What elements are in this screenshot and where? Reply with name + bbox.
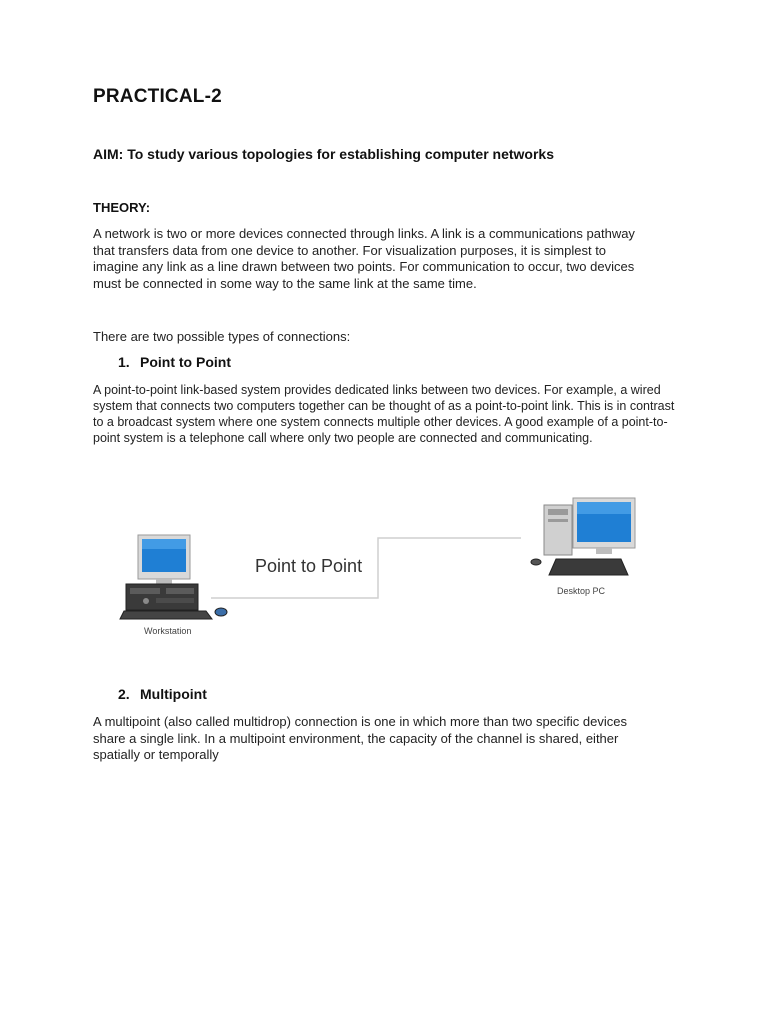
connections-intro: There are two possible types of connections: xyxy=(93,329,351,344)
desktop-pc-caption: Desktop PC xyxy=(557,586,606,596)
point-to-point-paragraph: A point-to-point link-based system provides dedicated links between two devices. For example, a wired system that connects two computers together can be thought of as a point-to-point link. This is in contrast to a broadcast system where one system connects multiple other devices. A good example of a point-to-point system is a telephone call where only two people are connected and communicating. xyxy=(93,383,675,445)
aim-statement: AIM: To study various topologies for establishing computer networks xyxy=(93,146,555,162)
figure-label: Point to Point xyxy=(255,556,363,576)
point-to-point-figure xyxy=(116,495,646,645)
workstation-icon xyxy=(120,535,227,619)
theory-paragraph: A network is two or more devices connected through links. A link is a communications pathway that transfers data from one device to another. For visualization purposes, it is simplest to imagine any link as a line drawn between two points. For communication to occur, two devices must be connected in some way to the same link at the same time. xyxy=(93,226,635,291)
section-title: Multipoint xyxy=(140,686,207,702)
section-heading-point-to-point xyxy=(118,354,231,370)
section-number: 2. xyxy=(118,686,130,702)
multipoint-paragraph: A multipoint (also called multidrop) connection is one in which more than two specific devices share a single link. In a multipoint environment, the capacity of the channel is shared, either spatially or temporally xyxy=(93,714,627,762)
network-diagram xyxy=(116,495,646,645)
page-title: PRACTICAL-2 xyxy=(93,86,222,107)
section-title: Point to Point xyxy=(140,354,231,370)
desktop-pc-icon xyxy=(531,498,635,575)
theory-heading: THEORY: xyxy=(93,200,151,215)
workstation-caption: Workstation xyxy=(144,626,192,636)
section-number: 1. xyxy=(118,354,130,370)
section-heading-multipoint xyxy=(118,686,207,702)
